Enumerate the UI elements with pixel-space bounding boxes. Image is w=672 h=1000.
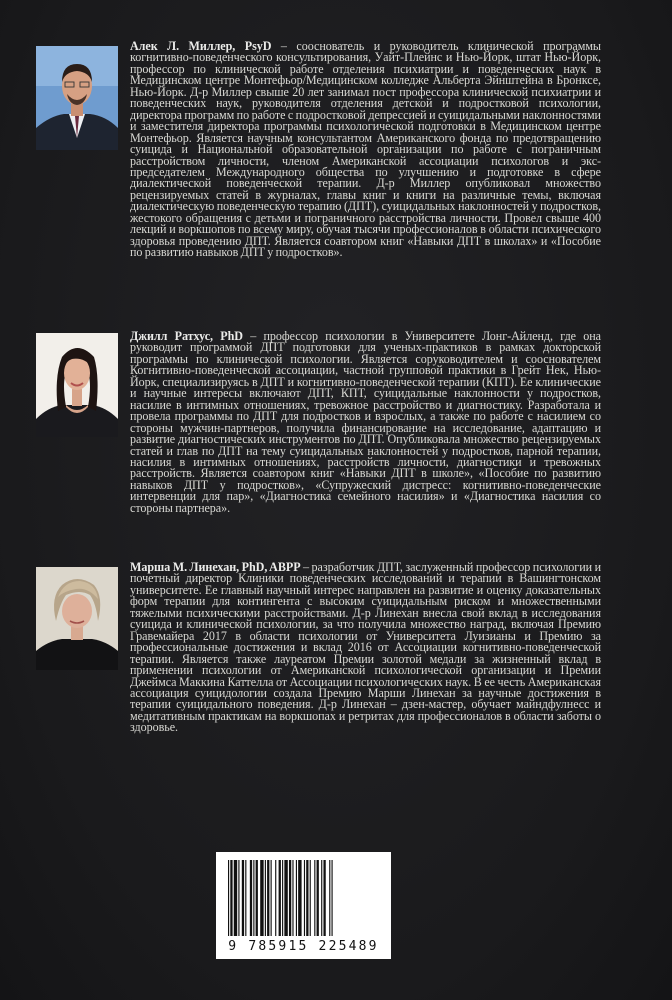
author-bio-text bbox=[130, 331, 601, 514]
barcode bbox=[216, 852, 391, 959]
author-name: Джилл Ратхус, PhD bbox=[130, 329, 243, 343]
author-bio-text bbox=[130, 562, 601, 734]
author-description: – сооснователь и руководитель клинической программы когнитивно-поведенческого консультирования, Уайт-Плейнс и Нью-Йорк, штат Нью-Йорк, профессор по клинической работе отделения психиатрии и поведенческих наук в Медицинском центре Монтефьор/Медицинском колледже Альберта Эйнштейна в Бронксе, Нью-Йорк. Д-р Миллер свыше 20 лет занимал пост профессора клинической психиатрии и поведенческих наук, руководителя отделения детской и подростковой психологии, директора программ по работе с подростковой депрессией и суицидальными наклонностями и заместителя директора программы психологической подготовки в Медицинском центре Монтефьор. Является научным консультантом Американского фонда по предотвращению суицида и Национальной образовательной организации по работе с пограничным расстройством личности, членом Американской ассоциации психологов и экс-председателем Международного общества по улучшению и подготовке в сфере диалектической поведенческой терапии. Д-р Миллер опубликовал множество рецензируемых статей в журналах, главы книг и книги на различные темы, включая диалектическую поведенческую терапию (ДПТ), суицидальных наклонностей у подростков, жестокого обращения с детьми и пограничного расстройства личности. Провел свыше 400 лекций и воркшопов по всему миру, обучая тысячи профессионалов в области психического здоровья проведению ДПТ. Является соавтором книг «Навыки ДПТ в школах» и «Пособие по развитию навыков ДПТ у подростков». bbox=[130, 39, 601, 260]
isbn-number: 9 785915 225489 bbox=[228, 939, 379, 954]
author-description: – профессор психологии в Университете Лонг-Айленд, где она руководит программой ДПТ подготовки для ученых-практиков в рамках докторской программы по клинической психологии. Является соруководителем и сооснователем Когнитивно-поведенческой ассоциации, частной групповой практики в Грейт Нек, Нью-Йорк, специализируясь в ДПТ и когнитивно-поведенческой терапии (КПТ). Ее клинические и научные интересы включают ДПТ, КПТ, суицидальные наклонности у подростков, насилие в интимных отношениях, тревожное расстройство и диагностику. Разработала и провела программы по ДПТ для подростков и взрослых, а также по работе с насилием со стороны мужчин-партнеров, получила финансирование на исследование, адаптацию и развитие диагностических инструментов по ДПТ. Опубликовала множество рецензируемых статей и глав по ДПТ на тему суицидальных наклонностей у подростков, парной терапии, насилия в интимных отношениях, расстройств личности, диагностики и тревожных расстройств. Является соавтором книг «Навыки ДПТ в школе», «Пособие по развитию навыков ДПТ у подростков», «Супружеский дистресс: когнитивно-поведенческие интервенции для пар», «Диагностика семейного насилия» и «Диагностика насилия со стороны партнера». bbox=[130, 329, 601, 515]
barcode-bars bbox=[226, 860, 381, 936]
author-photo-miller bbox=[36, 46, 118, 150]
author-name: Алек Л. Миллер, PsyD bbox=[130, 39, 272, 53]
author-description: – разработчик ДПТ, заслуженный профессор психологии и почетный директор Клиники поведенческих исследований и терапии в Вашингтонском университете. Ее главный научный интерес направлен на развитие и оценку доказательных форм терапии для контингента с высоким суицидальным риском и множественными тяжелыми психическими расстройствами. Д-р Линехан внесла свой вклад в исследования суицида и клинической психологии, за что получила множество наград, включая Премию Гравемайера 2017 в области психологии от Университета Луизианы и Премию за профессиональные достижения и вклад 2016 от Ассоциации когнитивно-поведенческой терапии. Является также лауреатом Премии золотой медали за жизненный вклад в применении психологии от Американской психологической организации и Премии Джеймса Маккина Каттелла от Ассоциации психологических наук. В ее честь Американская ассоциация суицидологии создала Премию Марши Линехан за научные достижения в терапии суицидального поведения. Д-р Линехан – дзен-мастер, обучает майндфулнесс и медитативным практикам на воркшопах и ретритах для профессионалов в области заботы о здоровье. bbox=[130, 560, 601, 735]
author-photo-linehan bbox=[36, 567, 118, 670]
author-photo-rathus bbox=[36, 333, 118, 437]
author-name: Марша М. Линехан, PhD, ABPP bbox=[130, 560, 301, 574]
author-bio-text bbox=[130, 41, 601, 259]
